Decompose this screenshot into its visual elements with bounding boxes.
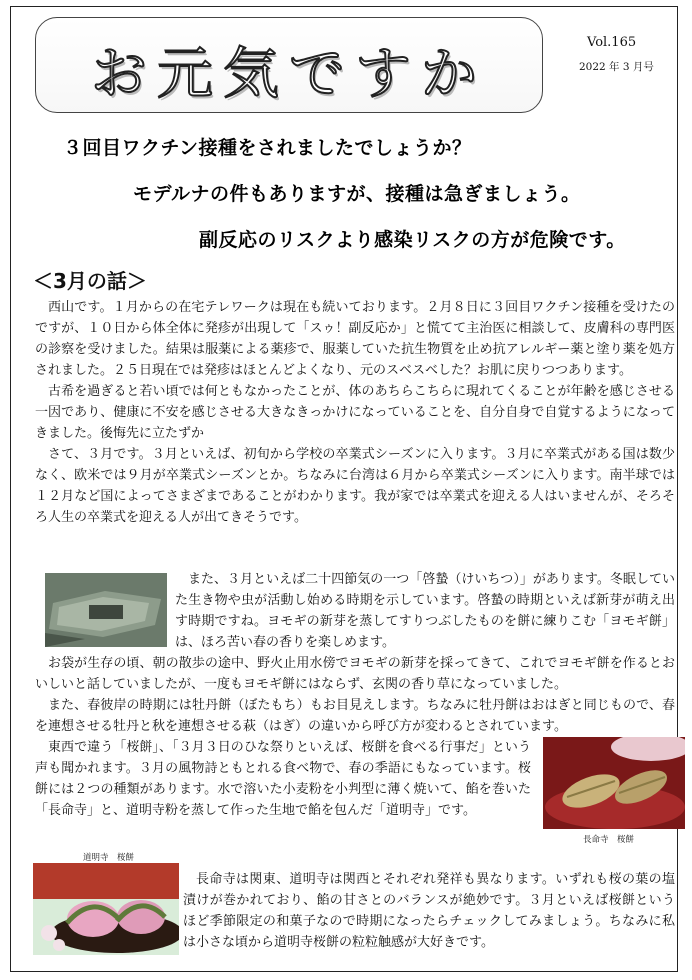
chomeiji-caption: 長命寺 桜餅 <box>583 835 635 845</box>
volume-number: Vol.165 <box>587 35 637 50</box>
article-block-yomogi <box>175 569 675 653</box>
issue-date: 2022 年 3 月号 <box>579 61 654 73</box>
newsletter-page <box>10 6 678 972</box>
paragraph-graduation: さて、３月です。３月といえば、初旬から学校の卒業式シーズンに入ります。３月に卒業式がある国は数少なく、欧米では９月が卒業式シーズンとか。ちなみに台湾は６月から卒業式シーズンに入ります。南半球では１２月など国によってさまざまであることがわかります。我が家では卒業式を迎える人はいませんが、そろそろ人生の卒業式を迎える人が出てきそうです。 <box>35 447 675 525</box>
title-banner <box>35 17 543 113</box>
paragraph-aging: 古希を過ぎると若い頃では何ともなかったことが、体のあちらこちらに現れてくることが年齢を感じさせる一因であり、健康に不安を感じさせる大きなきっかけになっていることを、自分自身で自覚するようになってきました。後悔先に立たずか <box>35 384 675 441</box>
article-block-1 <box>35 297 675 528</box>
chomeiji-sakuramochi-photo <box>543 737 685 829</box>
section-title: ＜3月の話＞ <box>33 269 147 293</box>
article-block-sakura <box>35 737 531 821</box>
headline-2: モデルナの件もありますが、接種は急ぎましょう。 <box>133 183 581 205</box>
yomogi-mochi-photo <box>45 573 167 647</box>
newsletter-title: お元気ですか <box>91 42 487 107</box>
paragraph-botamochi: また、春彼岸の時期には牡丹餅（ぼたもち）もお目見えします。ちなみに牡丹餅はおはぎと同じもので、春を連想させる牡丹と秋を連想させる萩（はぎ）の違いから呼び方が変わるとされています。 <box>35 698 675 734</box>
domyoji-caption: 道明寺 桜餅 <box>83 853 135 863</box>
article-block-3 <box>35 653 675 737</box>
headline-1: ３回目ワクチン接種をされましたでしょうか？ <box>63 137 472 159</box>
paragraph-chomeiji-domyoji: 長命寺は関東、道明寺は関西とそれぞれ発祥も異なります。いずれも桜の葉の塩漬けが巻かれており、餡の甘さとのバランスが絶妙です。３月といえば桜餅というほど季節限定の和菓子なので時期になったらチェックしてみましょう。ちなみに私は小さな頃から道明寺桜餅の粒粒触感が大好きです。 <box>183 872 675 950</box>
domyoji-sakuramochi-photo <box>33 863 179 955</box>
paragraph-sakuramochi: 東西で違う「桜餅」、「３月３日のひな祭りといえば、桜餅を食べる行事だ」という声も聞かれます。３月の風物詩ともとれる食べ物で、春の季語にもなっています。桜餅には２つの種類があります。水で溶いた小麦粉を小判型に薄く焼いて、餡を巻いた「長命寺」と、道明寺粉を蒸して作った生地で餡を包んだ「道明寺」です。 <box>35 740 531 818</box>
paragraph-mother: お袋が生存の頃、朝の散歩の途中、野火止用水傍でヨモギの新芽を採ってきて、これでヨモギ餅を作るとおいしいと話していましたが、一度もヨモギ餅にはならず、玄関の香り草になっていました。 <box>35 656 675 692</box>
headline-3: 副反応のリスクより感染リスクの方が危険です。 <box>199 229 626 251</box>
paragraph-keichitsu: また、３月といえば二十四節気の一つ「啓蟄（けいちつ）」があります。冬眠していた生き物や虫が活動し始める時期を示しています。啓蟄の時期といえば新芽が萌え出す時期ですね。ヨモギの新芽を蒸してすりつぶしたものを餅に練りこむ「ヨモギ餅」は、ほろ苦い春の香りを楽しめます。 <box>175 572 675 650</box>
paragraph-telework: 西山です。１月からの在宅テレワークは現在も続いております。２月８日に３回目ワクチン接種を受けたのですが、１０日から体全体に発疹が出現して「スゥ！副反応か」と慌てて主治医に相談して、皮膚科の専門医の診察を受けました。結果は服薬による薬疹で、服薬していた抗生物質を止め抗アレルギー薬と塗り薬を処方されました。２５日現在では発疹はほとんどよくなり、元のスベスベした？お肌に戻りつつあります。 <box>35 300 675 378</box>
article-block-last <box>183 869 675 953</box>
